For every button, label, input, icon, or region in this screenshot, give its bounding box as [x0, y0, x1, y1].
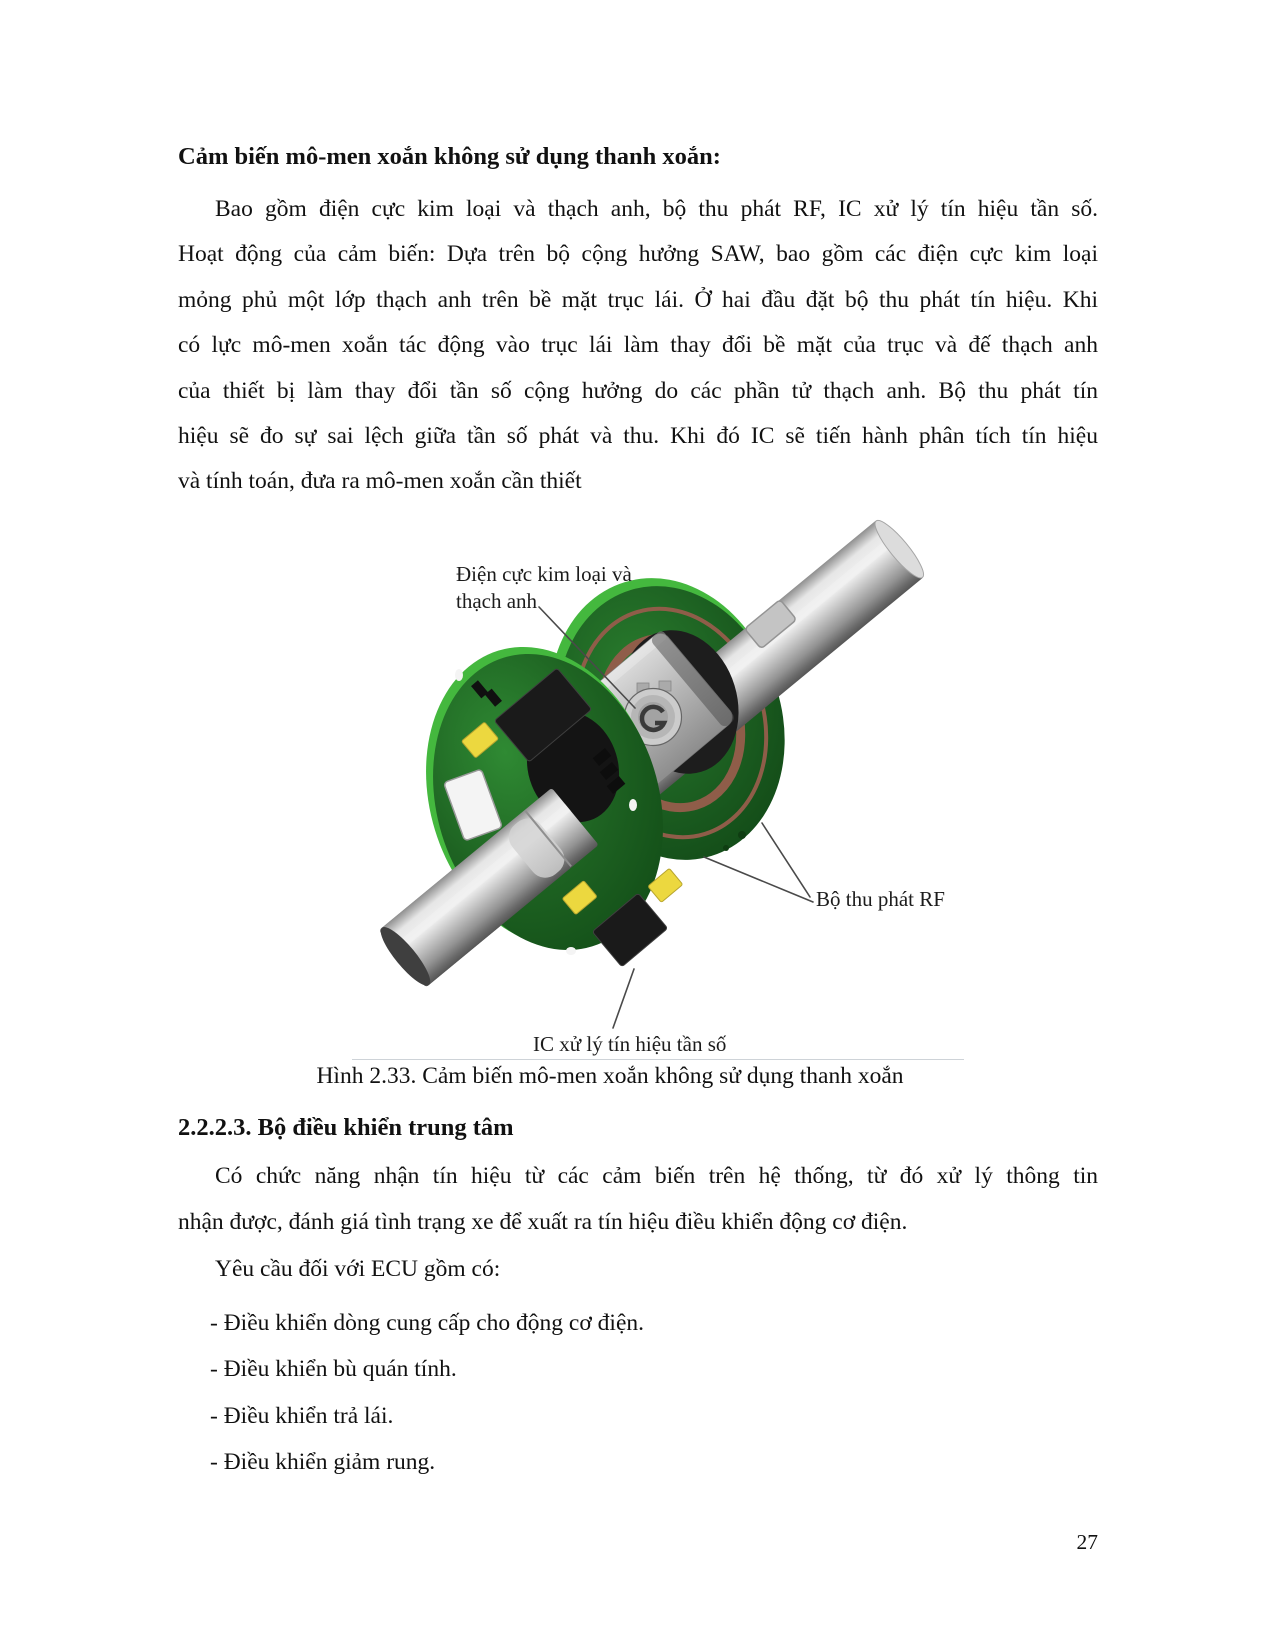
section-heading-sensor: Cảm biến mô-men xoắn không sử dụng thanh xoắn: — [178, 143, 721, 170]
paragraph-line: hiệu sẽ đo sự sai lệch giữa tần số phát và thu. Khi đó IC sẽ tiến hành phân tích tín hiệu — [178, 423, 1098, 450]
section-heading-ecu: 2.2.2.3. Bộ điều khiển trung tâm — [178, 1114, 514, 1141]
rf-callout-line — [704, 857, 813, 902]
paragraph-sensor-description — [178, 187, 1098, 505]
list-item: - Điều khiển bù quán tính. — [210, 1356, 457, 1383]
paragraph-line: của thiết bị làm thay đổi tần số cộng hưởng do các phần tử thạch anh. Bộ thu phát tín — [178, 377, 1098, 404]
paragraph-line: Có chức năng nhận tín hiệu từ các cảm biến trên hệ thống, từ đó xử lý thông tin — [215, 1163, 1098, 1189]
paragraph-line: mỏng phủ một lớp thạch anh trên bề mặt trục lái. Ở hai đầu đặt bộ thu phát tín hiệu. Khi — [178, 286, 1098, 313]
list-item: - Điều khiển trả lái. — [210, 1402, 394, 1429]
figure-bottom-edge — [352, 1059, 964, 1060]
figure-label-rf: Bộ thu phát RF — [816, 887, 945, 911]
figure-caption: Hình 2.33. Cảm biến mô-men xoắn không sử dụng thanh xoắn — [316, 1063, 904, 1089]
figure-label-ic: IC xử lý tín hiệu tần số — [533, 1032, 727, 1056]
paragraph-line: Bao gồm điện cực kim loại và thạch anh, bộ thu phát RF, IC xử lý tín hiệu tần số. — [215, 196, 1098, 222]
ic-callout-line — [613, 969, 634, 1028]
paragraph-line: có lực mô-men xoắn tác động vào trục lái làm thay đổi bề mặt của trục và đế thạch anh — [178, 332, 1098, 359]
torque-sensor-illustration — [347, 505, 972, 1061]
list-item: - Điều khiển giảm rung. — [210, 1449, 436, 1476]
rf-callout-line — [762, 823, 810, 897]
paragraph-line: và tính toán, đưa ra mô-men xoắn cần thiết — [178, 468, 582, 495]
figure-torque-sensor — [347, 505, 972, 1061]
list-item: - Điều khiển dòng cung cấp cho động cơ điện. — [210, 1310, 645, 1336]
paragraph-line: Hoạt động của cảm biến: Dựa trên bộ cộng hưởng SAW, bao gồm các điện cực kim loại — [178, 241, 1098, 268]
figure-label-electrode — [456, 561, 632, 615]
page-number: 27 — [1076, 1530, 1098, 1554]
paragraph-line: nhận được, đánh giá tình trạng xe để xuất ra tín hiệu điều khiển động cơ điện. — [178, 1209, 908, 1235]
ecu-requirements-list — [210, 1300, 1130, 1486]
figure-label-line: thạch anh — [456, 589, 538, 613]
figure-label-line: Điện cực kim loại và — [456, 562, 632, 586]
ecu-requirements-intro: Yêu cầu đối với ECU gồm có: — [215, 1256, 501, 1282]
paragraph-ecu-function — [178, 1153, 1098, 1245]
